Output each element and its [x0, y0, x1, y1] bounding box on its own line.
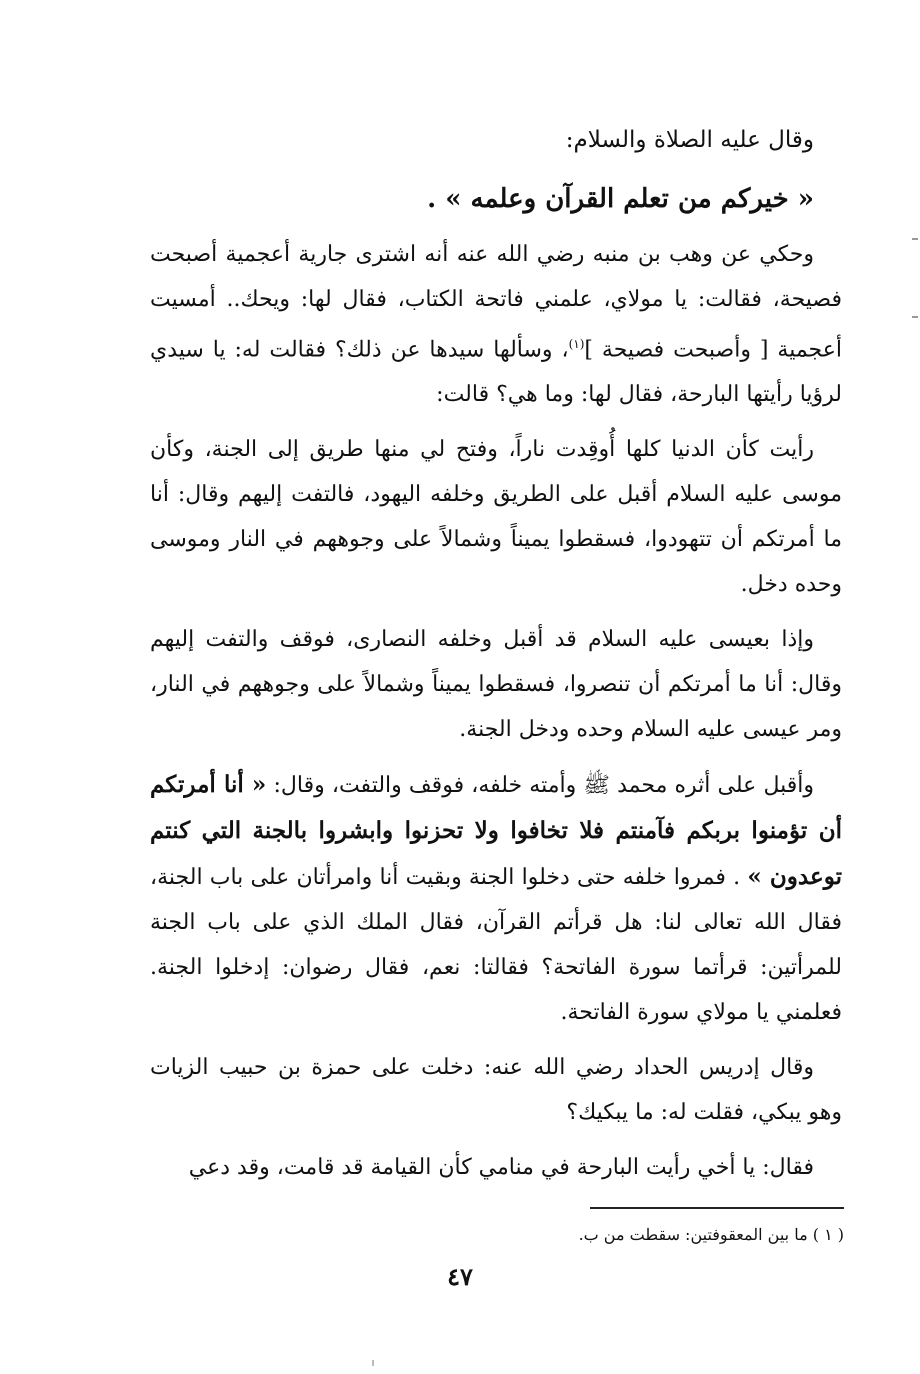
paragraph-wahb-part-b: ، وسألها سيدها عن ذلك؟ فقالت له: يا سيدي لرؤيا رأيتها البارحة، فقال لها: وما هي؟ قالت:	[150, 337, 842, 408]
margin-mark	[912, 238, 918, 240]
paragraph-hamza: فقال: يا أخي رأيت البارحة في منامي كأن القيامة قد قامت، وقد دعي	[188, 1155, 814, 1181]
paragraph-dream-muhammad	[150, 762, 842, 1035]
paragraph-dream-isa: وإذا بعيسى عليه السلام قد أقبل وخلفه النصارى، فوقف والتفت إليهم وقال: أنا ما أمرتكم أن تنصروا، فسقطوا يميناً وشمالاً على وجوههم في النار، ومر عيسى عليه السلام وحده ودخل الجنة.	[150, 627, 842, 743]
margin-mark	[372, 1360, 374, 1366]
paragraph-muhammad-part-b: . فمروا خلفه حتى دخلوا الجنة وبقيت أنا وامرأتان على باب الجنة، فقال الله تعالى لنا: هل قرأتم القرآن، فقال الملك الذي على باب الجنة للمرأتين: قرأتما سورة الفاتحة؟ فقالتا: نعم، فقال رضوان: إدخلوا الجنة. فعلمني يا مولاي سورة الفاتحة.	[150, 865, 842, 1026]
paragraph-dream-musa: رأيت كأن الدنيا كلها أُوقِدت ناراً، وفتح لي منها طريق إلى الجنة، وكأن موسى عليه السلام أقبل على الطريق وخلفه اليهود، فالتفت إليهم وقال: أنا ما أمرتكم أن تتهودوا، فسقطوا يميناً وشمالاً على وجوههم في النار وموسى وحده دخل.	[150, 437, 842, 598]
page-body	[150, 118, 842, 1200]
paragraph-muhammad-part-a: وأقبل على أثره محمد ﷺ وأمته خلفه، فوقف والتفت، وقال:	[273, 773, 815, 799]
paragraph-wahb	[150, 232, 842, 417]
footnote-text: ( ١ ) ما بين المعقوفتين: سقطت من ب.	[578, 1225, 844, 1244]
page-number: ٤٧	[447, 1262, 473, 1291]
hadith-quote: « خيركم من تعلم القرآن وعلمه » .	[427, 184, 814, 214]
footnote-reference[interactable]: (١)	[568, 337, 585, 351]
intro-line: وقال عليه الصلاة والسلام:	[565, 127, 814, 153]
paragraph-idris: وقال إدريس الحداد رضي الله عنه: دخلت على حمزة بن حبيب الزيات وهو يبكي، فقلت له: ما يبكيك؟	[150, 1055, 842, 1126]
paragraph-wahb-part-a: وحكي عن وهب بن منبه رضي الله عنه أنه اشترى جارية أعجمية أصبحت فصيحة، فقالت: يا مولاي، علمني فاتحة الكتاب، فقال لها: ويحك.. أمسيت أعجمية [ وأصبحت فصيحة ]	[150, 242, 842, 363]
footnote-divider	[590, 1207, 844, 1209]
margin-mark	[912, 316, 918, 318]
paragraph-muhammad-quote: « أنا أمرتكم أن تؤمنوا بربكم فآمنتم فلا تخافوا ولا تحزنوا وابشروا بالجنة التي كنتم توعدون »	[150, 771, 842, 891]
